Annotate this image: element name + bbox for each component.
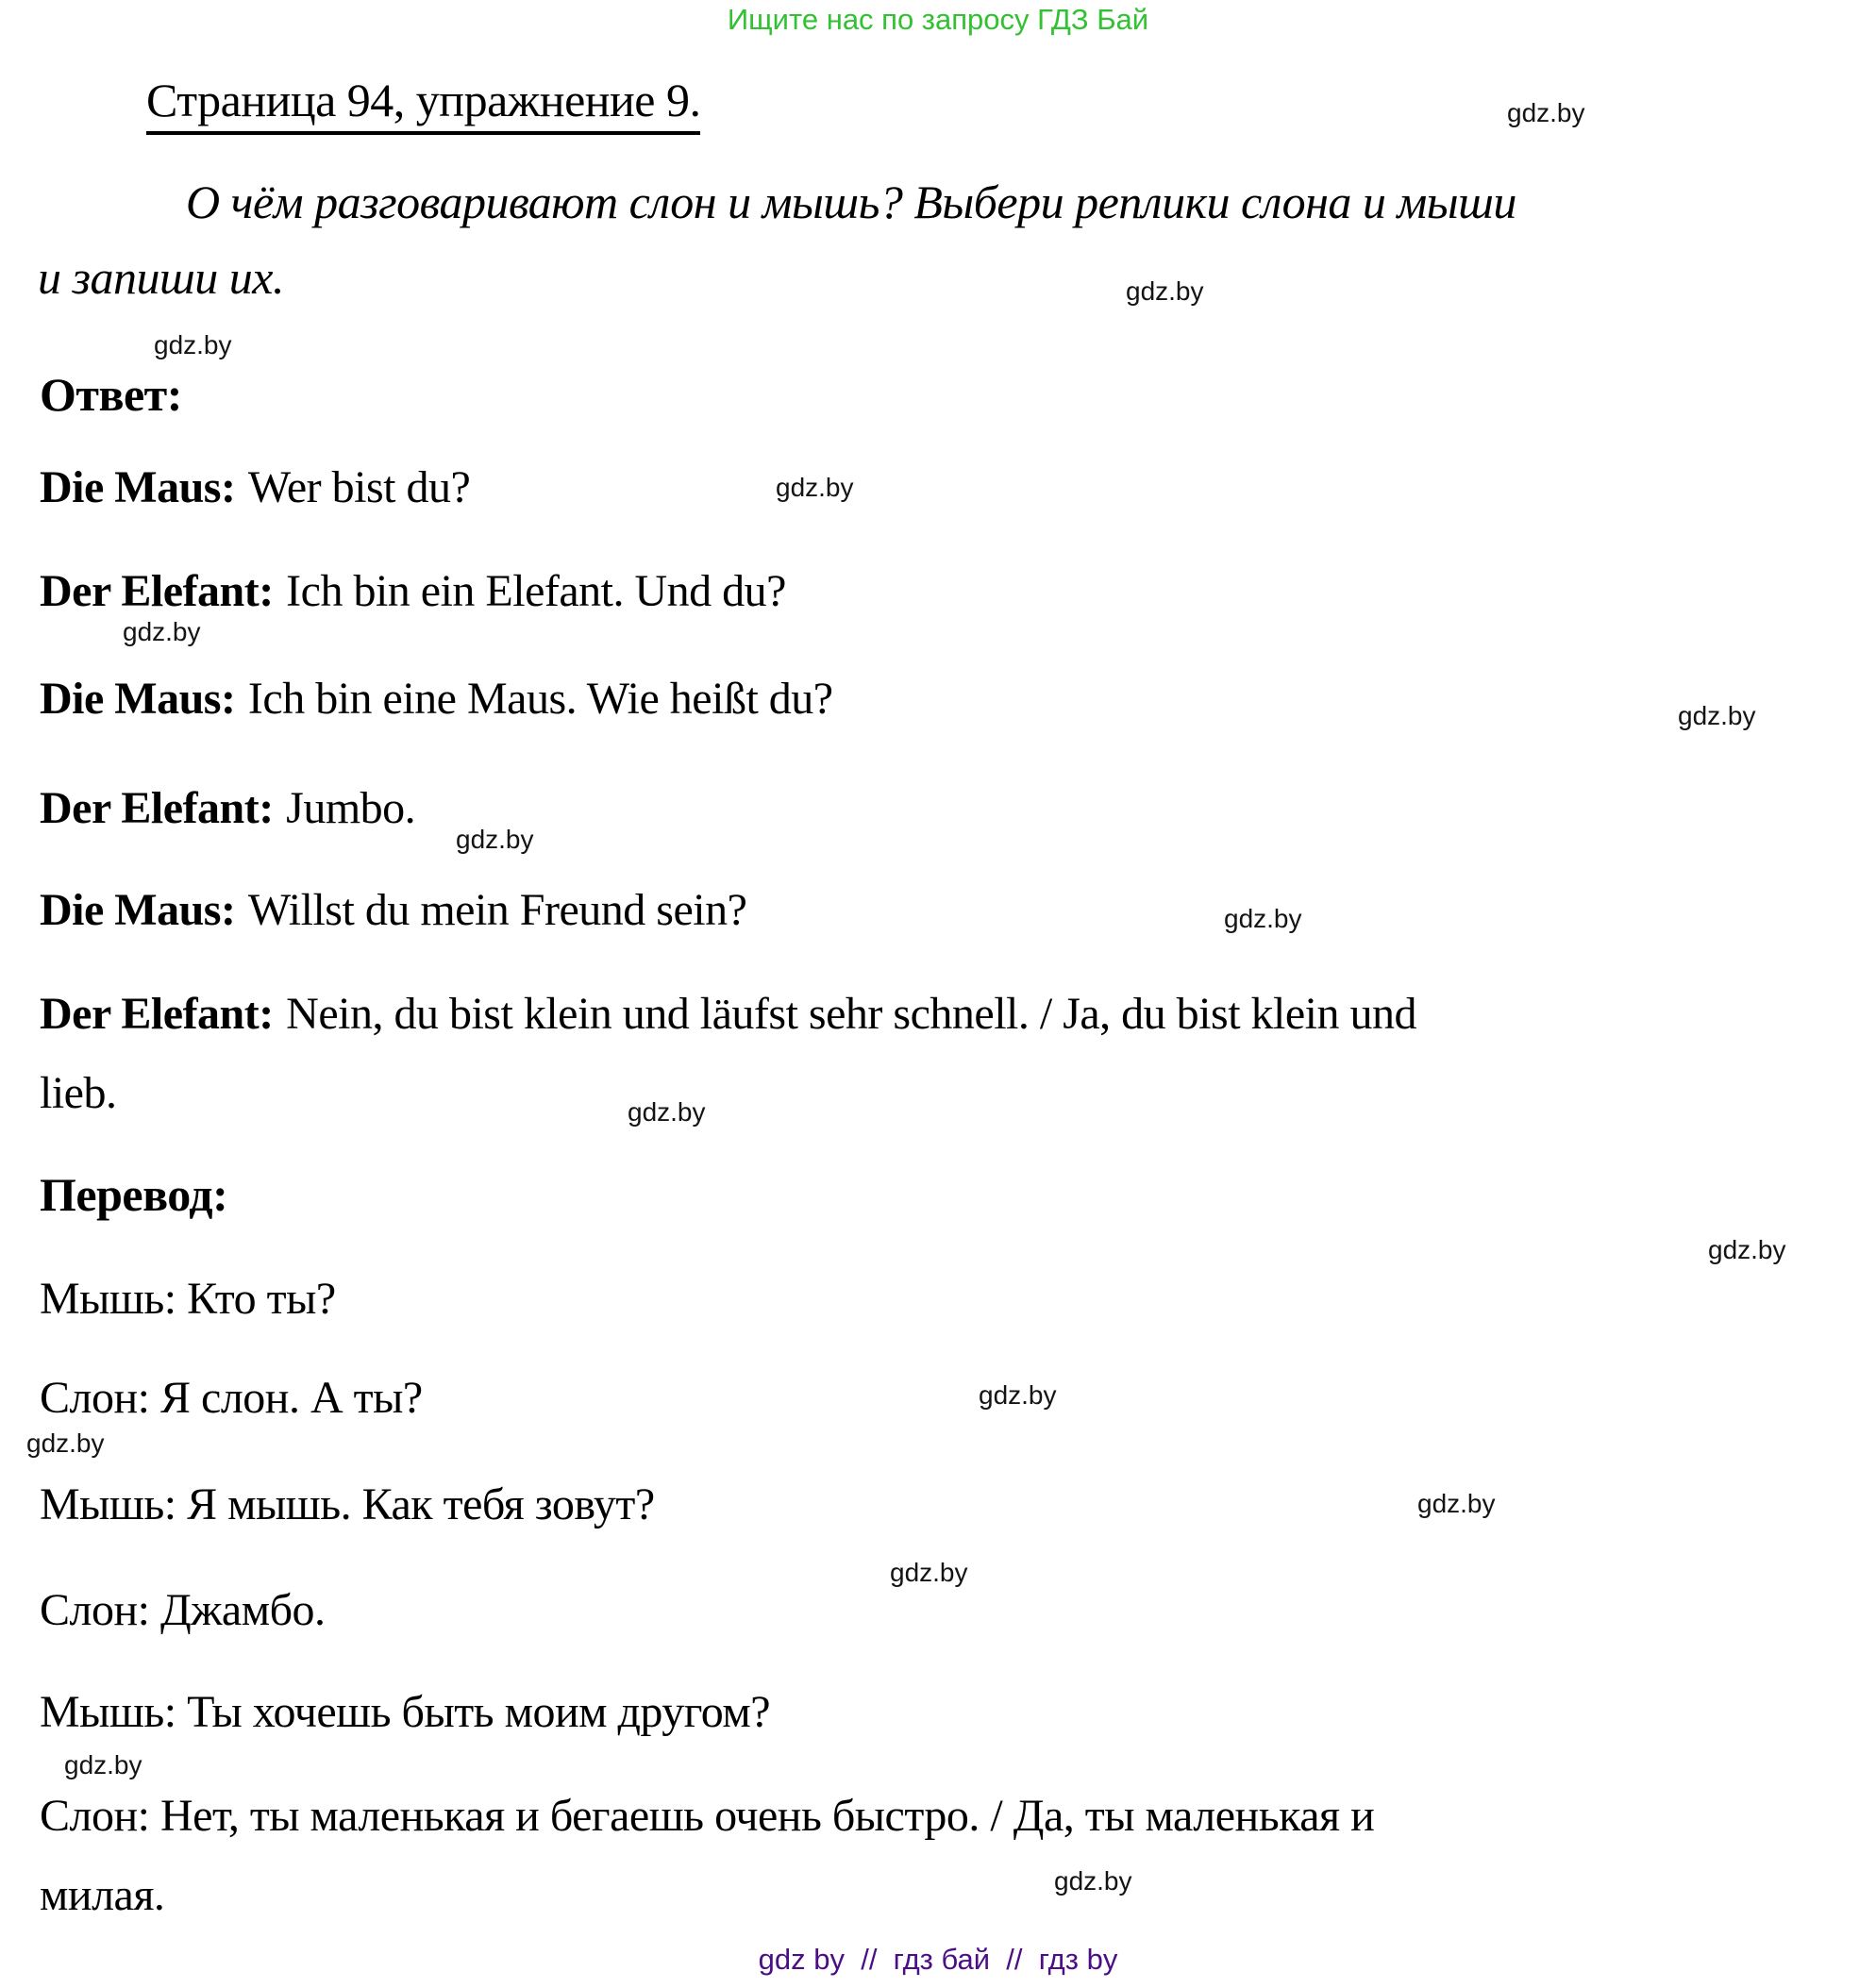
gdz-watermark: gdz.by bbox=[1054, 1866, 1132, 1896]
dialog-de-line-2 bbox=[40, 566, 786, 617]
gdz-watermark: gdz.by bbox=[890, 1558, 968, 1587]
task-text-line-1: О чём разговаривают слон и мышь? Выбери реплики слона и мыши bbox=[186, 175, 1516, 228]
gdz-watermark: gdz.by bbox=[154, 330, 232, 359]
dialog-ru-line-3: Мышь: Я мышь. Как тебя зовут? bbox=[40, 1479, 655, 1529]
footer-links: gdz by // гдз бай // гдз by bbox=[758, 1943, 1118, 1976]
dialog-de-line-1 bbox=[40, 462, 470, 513]
dialog-ru-line-6-cont: милая. bbox=[40, 1870, 165, 1920]
gdz-watermark: gdz.by bbox=[1224, 904, 1302, 933]
gdz-watermark: gdz.by bbox=[64, 1750, 142, 1779]
gdz-watermark: gdz.by bbox=[1507, 98, 1585, 127]
gdz-watermark: gdz.by bbox=[776, 473, 854, 502]
dialog-ru-line-6: Слон: Нет, ты маленькая и бегаешь очень быстро. / Да, ты маленькая и bbox=[40, 1791, 1375, 1841]
translation-label: Перевод: bbox=[40, 1168, 228, 1221]
speaker-name: Der Elefant: bbox=[40, 989, 274, 1039]
dialog-de-line-5 bbox=[40, 885, 746, 936]
page-title: Страница 94, упражнение 9. bbox=[146, 74, 700, 135]
gdz-watermark: gdz.by bbox=[26, 1428, 105, 1458]
gdz-watermark: gdz.by bbox=[123, 617, 201, 646]
speaker-line: Nein, du bist klein und läufst sehr schnell. / Ja, du bist klein und bbox=[286, 989, 1417, 1039]
dialog-ru-line-4: Слон: Джамбо. bbox=[40, 1585, 326, 1635]
gdz-watermark: gdz.by bbox=[1708, 1235, 1786, 1264]
speaker-line: Ich bin ein Elefant. Und du? bbox=[286, 566, 786, 616]
gdz-watermark: gdz.by bbox=[1126, 276, 1204, 306]
speaker-name: Der Elefant: bbox=[40, 783, 274, 833]
dialog-ru-line-2: Слон: Я слон. А ты? bbox=[40, 1373, 423, 1423]
answer-label: Ответ: bbox=[40, 368, 182, 421]
dialog-de-line-6-cont: lieb. bbox=[40, 1068, 117, 1118]
speaker-line: Jumbo. bbox=[286, 783, 416, 833]
gdz-watermark: gdz.by bbox=[456, 825, 534, 854]
speaker-name: Die Maus: bbox=[40, 885, 236, 935]
speaker-name: Die Maus: bbox=[40, 674, 236, 724]
speaker-line: Willst du mein Freund sein? bbox=[247, 885, 747, 935]
task-text-line-2: и запиши их. bbox=[38, 251, 284, 304]
speaker-line: Ich bin eine Maus. Wie heißt du? bbox=[247, 674, 833, 724]
dialog-de-line-6 bbox=[40, 989, 1416, 1040]
speaker-line: Wer bist du? bbox=[247, 462, 471, 512]
speaker-name: Die Maus: bbox=[40, 462, 236, 512]
dialog-ru-line-5: Мышь: Ты хочешь быть моим другом? bbox=[40, 1687, 771, 1737]
dialog-de-line-4 bbox=[40, 783, 415, 834]
speaker-name: Der Elefant: bbox=[40, 566, 274, 616]
gdz-watermark: gdz.by bbox=[628, 1097, 706, 1127]
promo-banner: Ищите нас по запросу ГДЗ Бай bbox=[727, 3, 1149, 36]
gdz-watermark: gdz.by bbox=[1678, 701, 1756, 730]
dialog-ru-line-1: Мышь: Кто ты? bbox=[40, 1274, 336, 1324]
dialog-de-line-3 bbox=[40, 674, 833, 725]
gdz-watermark: gdz.by bbox=[979, 1380, 1057, 1410]
gdz-watermark: gdz.by bbox=[1417, 1489, 1496, 1518]
